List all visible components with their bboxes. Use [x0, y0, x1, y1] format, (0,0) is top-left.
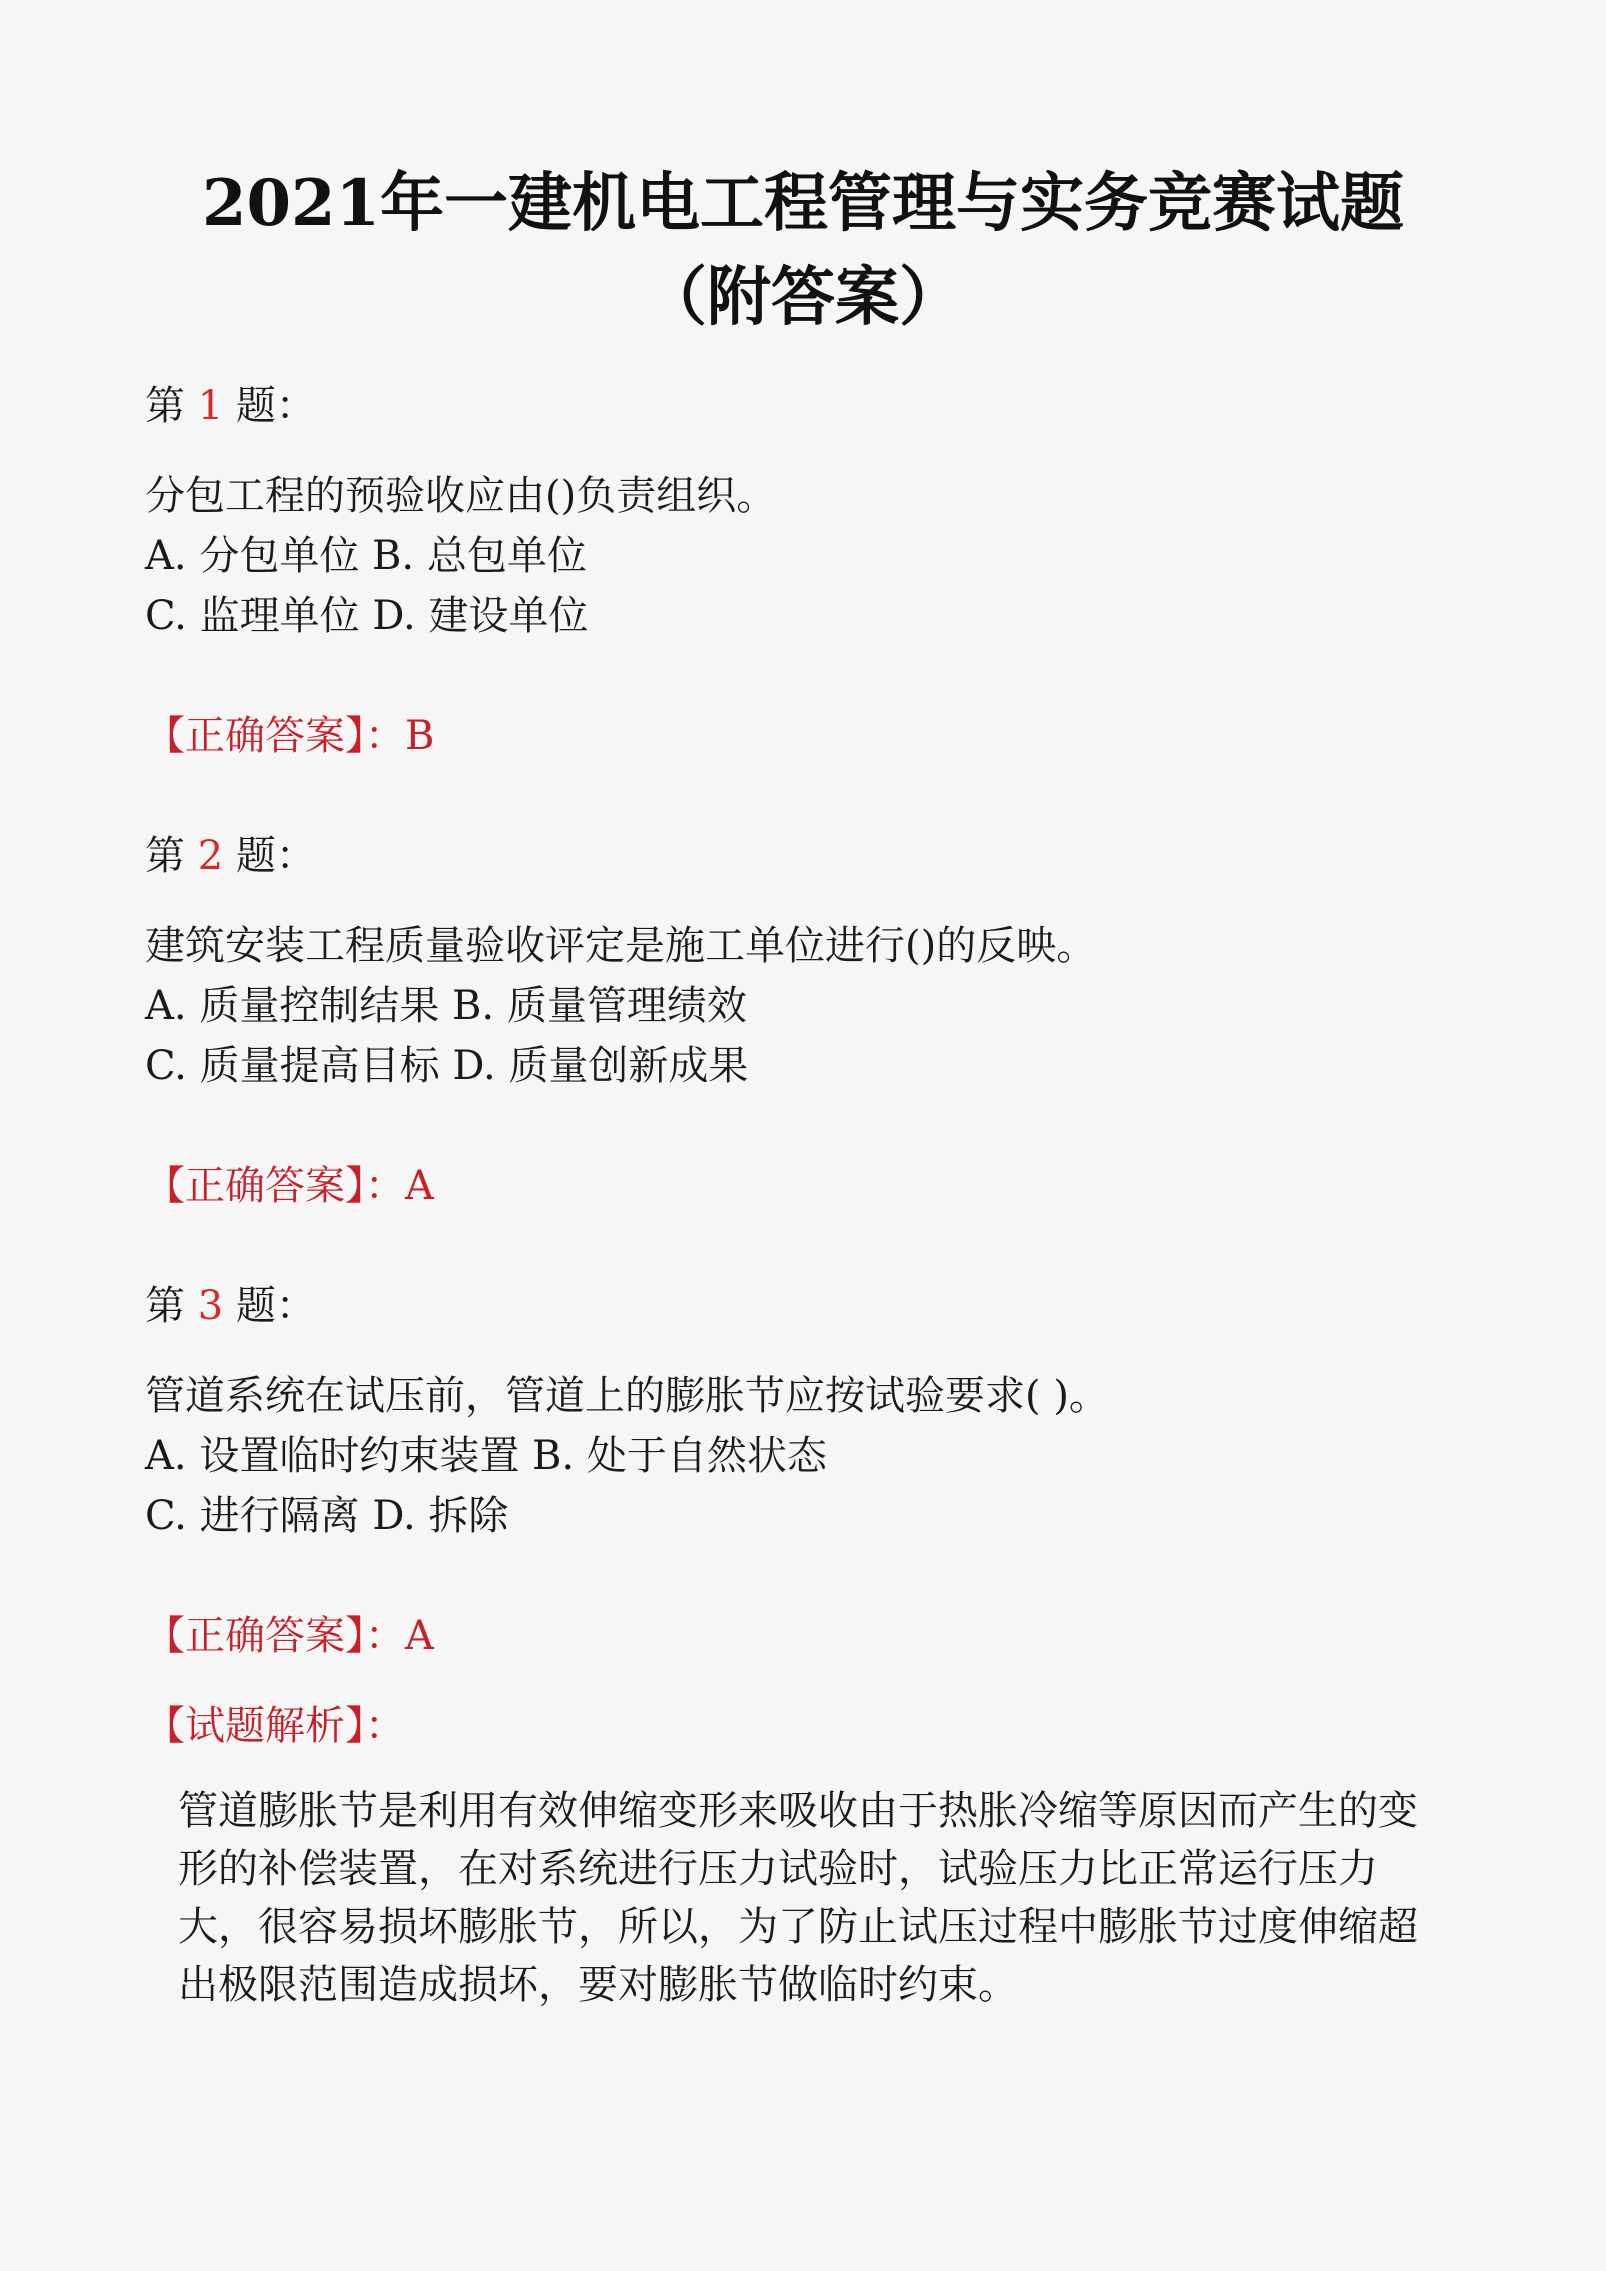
- question-prefix: 第: [145, 1283, 198, 1329]
- question-2-heading: [145, 833, 316, 879]
- question-2-answer: 【正确答案】：A: [145, 1163, 434, 1209]
- question-1-answer: 【正确答案】：B: [145, 713, 435, 759]
- question-suffix: 题：: [223, 1283, 316, 1329]
- question-number: 3: [197, 1283, 224, 1329]
- document-title: 2021年一建机电工程管理与实务竞赛试题: [201, 166, 1405, 241]
- question-number: 2: [197, 833, 224, 879]
- question-3-heading: [145, 1283, 316, 1329]
- question-1-options-cd: C. 监理单位 D. 建设单位: [145, 593, 589, 639]
- question-prefix: 第: [145, 833, 198, 879]
- question-3-answer: 【正确答案】：A: [145, 1613, 434, 1659]
- question-2-options-cd: C. 质量提高目标 D. 质量创新成果: [145, 1043, 749, 1089]
- question-suffix: 题：: [223, 833, 316, 879]
- question-3-options-cd: C. 进行隔离 D. 拆除: [145, 1493, 509, 1539]
- document-subtitle: （附答案）: [643, 260, 963, 335]
- question-2-stem: 建筑安装工程质量验收评定是施工单位进行()的反映。: [145, 923, 1097, 969]
- question-2-options-ab: A. 质量控制结果 B. 质量管理绩效: [145, 983, 747, 1029]
- question-1-options-ab: A. 分包单位 B. 总包单位: [145, 533, 587, 579]
- question-prefix: 第: [145, 383, 198, 429]
- question-1-heading: [145, 383, 316, 429]
- question-number: 1: [197, 383, 224, 429]
- question-3-analysis-label: 【试题解析】：: [145, 1703, 405, 1749]
- question-suffix: 题：: [223, 383, 316, 429]
- question-3-stem: 管道系统在试压前，管道上的膨胀节应按试验要求( )。: [145, 1373, 1109, 1419]
- question-1-stem: 分包工程的预验收应由()负责组织。: [145, 473, 777, 519]
- question-3-options-ab: A. 设置临时约束装置 B. 处于自然状态: [145, 1433, 827, 1479]
- question-3-analysis-text: 管道膨胀节是利用有效伸缩变形来吸收由于热胀冷缩等原因而产生的变形的补偿装置，在对系统进行压力试验时，试验压力比正常运行压力大，很容易损坏膨胀节，所以，为了防止试压过程中膨胀节过度伸缩超出极限范围造成损坏，要对膨胀节做临时约束。: [178, 1788, 1418, 2008]
